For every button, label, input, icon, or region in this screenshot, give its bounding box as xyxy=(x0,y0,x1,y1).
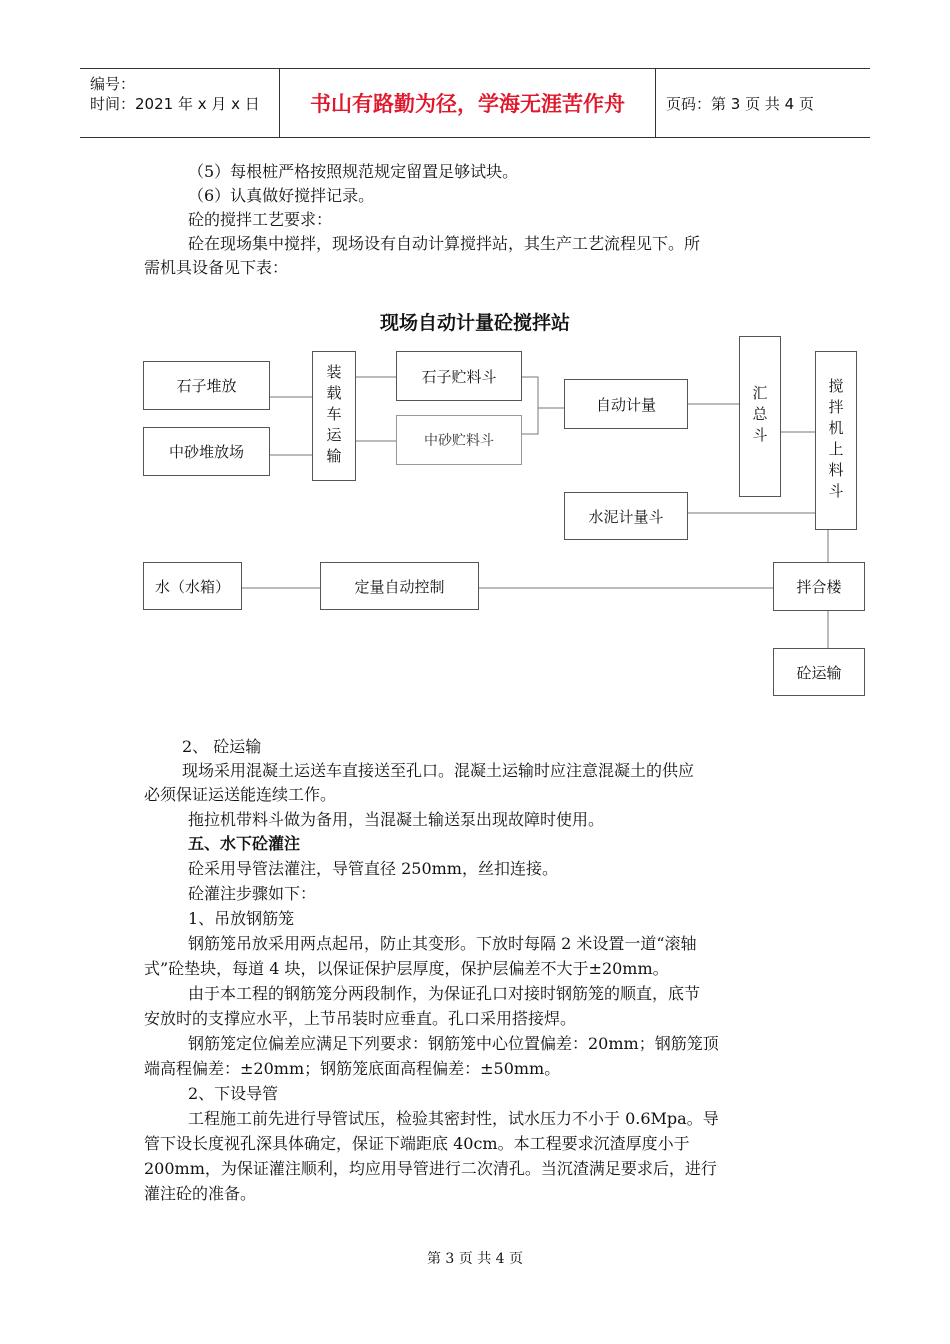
text-line: 砼灌注步骤如下： xyxy=(188,884,317,903)
water-box: 水（水箱） xyxy=(143,562,242,610)
text-line: （6）认真做好搅拌记录。 xyxy=(188,186,375,205)
collector-box: 汇总斗 xyxy=(739,336,781,497)
text-line: 200mm，为保证灌注顺利，均应用导管进行二次清孔。当沉渣满足要求后，进行 xyxy=(144,1159,717,1178)
concrete-transport-box: 砼运输 xyxy=(773,648,865,696)
text-line: 式”砼垫块，每道 4 块，以保证保护层厚度，保护层偏差不大于±20mm。 xyxy=(144,959,669,978)
cement-hopper-box: 水泥计量斗 xyxy=(564,492,688,540)
number-label: 编号： xyxy=(90,75,136,93)
text-line: 灌注砼的准备。 xyxy=(144,1184,257,1203)
text-line: 1、吊放钢筋笼 xyxy=(188,909,295,928)
text-line: 钢筋笼定位偏差应满足下列要求：钢筋笼中心位置偏差：20mm；钢筋笼顶 xyxy=(188,1034,719,1053)
mixing-tower-box: 拌合楼 xyxy=(773,562,865,611)
text-line: 由于本工程的钢筋笼分两段制作，为保证孔口对接时钢筋笼的顺直，底节 xyxy=(188,984,701,1003)
text-line: 现场采用混凝土运送车直接送至孔口。混凝土运输时应注意混凝土的供应 xyxy=(182,761,695,780)
text-line: 2、下设导管 xyxy=(188,1084,279,1103)
text-line: 2、 砼运输 xyxy=(182,737,262,756)
stone-pile-box: 石子堆放 xyxy=(143,361,270,410)
sand-hopper-box: 中砂贮料斗 xyxy=(396,415,522,465)
header-page: 页码：第 3 页 共 4 页 xyxy=(666,94,814,113)
text-line: 砼采用导管法灌注，导管直径 250mm，丝扣连接。 xyxy=(188,859,558,878)
text-line: 工程施工前先进行导管试压，检验其密封性，试水压力不小于 0.6Mpa。导 xyxy=(188,1109,719,1128)
diagram-title: 现场自动计量砼搅拌站 xyxy=(379,312,570,334)
quant-control-box: 定量自动控制 xyxy=(320,562,479,610)
mixer-feed-box: 搅拌机上料斗 xyxy=(815,351,857,530)
text-line: （5）每根桩严格按照规范规定留置足够试块。 xyxy=(188,162,519,181)
section-heading: 五、水下砼灌注 xyxy=(188,834,301,853)
text-line: 端高程偏差：±20mm；钢筋笼底面高程偏差：±50mm。 xyxy=(144,1059,561,1078)
auto-meter-box: 自动计量 xyxy=(564,379,688,429)
text-line: 拖拉机带料斗做为备用，当混凝土输送泵出现故障时使用。 xyxy=(188,810,605,829)
sand-pile-box: 中砂堆放场 xyxy=(143,427,270,476)
loader-box: 装载车运输 xyxy=(312,351,356,481)
stone-hopper-box: 石子贮料斗 xyxy=(396,351,522,401)
text-line: 钢筋笼吊放采用两点起吊，防止其变形。下放时每隔 2 米设置一道“滚轴 xyxy=(188,934,697,953)
text-line: 需机具设备见下表： xyxy=(144,258,289,277)
time-label: 时间：2021 年 x 月 x 日 xyxy=(90,95,260,113)
text-line: 必须保证运送能连续工作。 xyxy=(144,785,337,804)
text-line: 安放时的支撑应水平，上节吊装时应垂直。孔口采用搭接焊。 xyxy=(144,1009,577,1028)
connector xyxy=(522,377,538,434)
text-line: 砼的搅拌工艺要求： xyxy=(188,210,333,229)
page-footer: 第 3 页 共 4 页 xyxy=(426,1251,524,1267)
header-motto: 书山有路勤为径，学海无涯苦作舟 xyxy=(280,69,656,137)
text-line: 管下设长度视孔深具体确定，保证下端距底 40cm。本工程要求沉渣厚度小于 xyxy=(144,1134,690,1153)
text-line: 砼在现场集中搅拌，现场设有自动计算搅拌站，其生产工艺流程见下。所 xyxy=(188,234,701,253)
